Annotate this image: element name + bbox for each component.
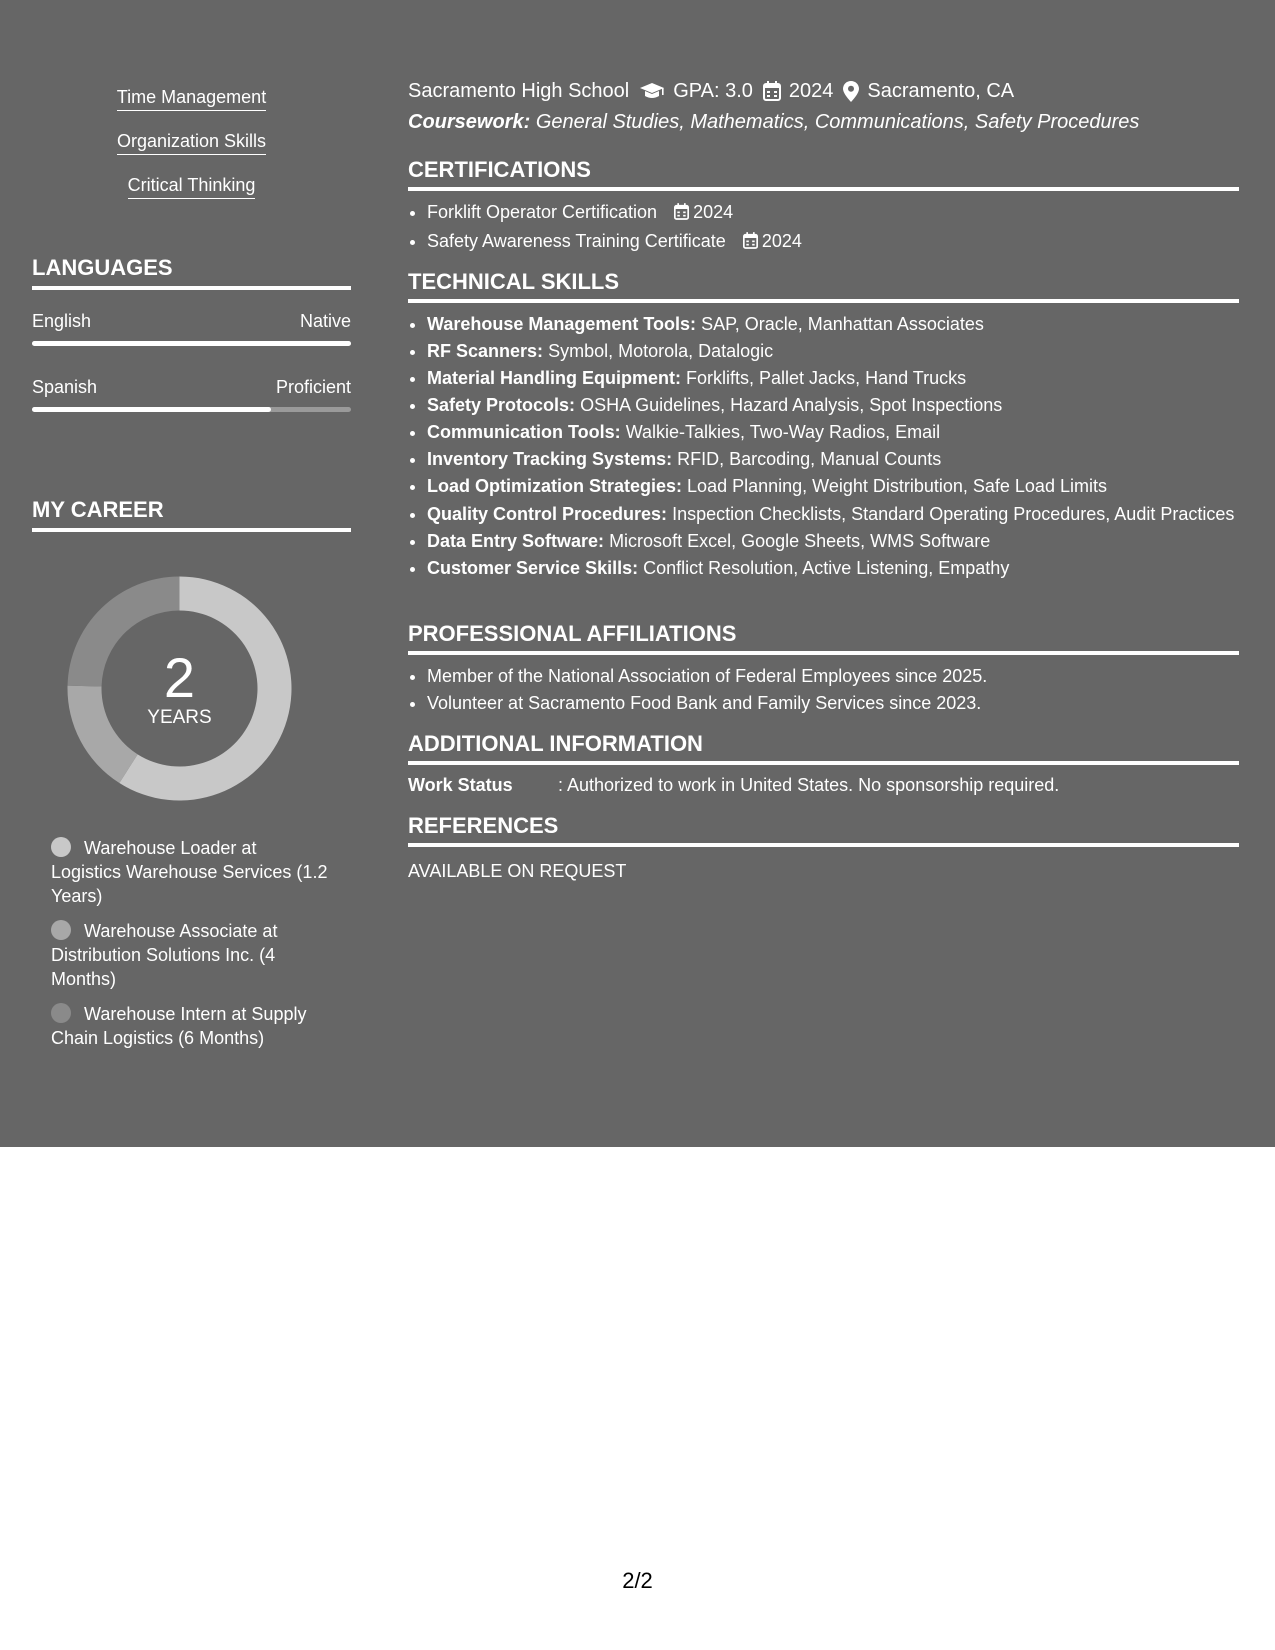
education-location: Sacramento, CA — [867, 80, 1015, 102]
technical-skill-item — [427, 473, 1239, 500]
career-legend-item — [51, 836, 331, 908]
career-donut-chart — [67, 576, 292, 801]
skill-value: Load Planning, Weight Distribution, Safe Load Limits — [687, 476, 1107, 496]
language-proficiency-bar — [32, 341, 351, 346]
certification-item — [427, 228, 1239, 257]
technical-skill-item — [427, 338, 1239, 365]
calendar-icon — [674, 201, 689, 228]
language-row — [32, 376, 351, 412]
career-legend — [51, 836, 331, 1061]
skill-value: OSHA Guidelines, Hazard Analysis, Spot Inspections — [580, 395, 1003, 415]
work-status-value: : Authorized to work in United States. No sponsorship required. — [558, 775, 1060, 795]
technical-skill-item — [427, 419, 1239, 446]
soft-skill-item: Critical Thinking — [128, 174, 256, 199]
graduation-cap-icon — [639, 82, 665, 100]
certifications-list — [408, 199, 1239, 257]
coursework-label: Coursework: — [408, 111, 531, 133]
technical-skill-item — [427, 502, 1239, 526]
language-proficiency-bar — [32, 407, 351, 412]
skill-label: Customer Service Skills: — [427, 558, 639, 578]
coursework-value: General Studies, Mathematics, Communications, Safety Procedures — [535, 111, 1140, 133]
career-title: MY CAREER — [32, 496, 351, 532]
skill-value: Symbol, Motorola, Datalogic — [548, 341, 774, 361]
language-row — [32, 310, 351, 346]
technical-skill-item — [427, 528, 1239, 555]
certifications-title: CERTIFICATIONS — [408, 156, 1239, 191]
language-name: English — [32, 311, 92, 331]
soft-skill-item: Organization Skills — [117, 130, 266, 155]
affiliations-title: PROFESSIONAL AFFILIATIONS — [408, 620, 1239, 655]
career-legend-label: Warehouse Associate at Distribution Solutions Inc. (4 Months) — [51, 921, 278, 989]
languages-title: LANGUAGES — [32, 254, 351, 290]
school-name: Sacramento High School — [408, 80, 630, 102]
language-proficiency-fill — [32, 341, 351, 346]
certification-year: 2024 — [761, 231, 802, 251]
career-legend-item — [51, 919, 331, 991]
calendar-icon — [763, 81, 781, 101]
certification-name: Forklift Operator Certification — [427, 202, 658, 222]
page-number: 2/2 — [622, 1568, 653, 1593]
soft-skills-list — [32, 86, 351, 218]
skill-label: Inventory Tracking Systems: — [427, 449, 673, 469]
legend-dot-icon — [51, 920, 71, 940]
skill-value: Walkie-Talkies, Two-Way Radios, Email — [625, 422, 941, 442]
skill-label: Safety Protocols: — [427, 395, 576, 415]
certification-item — [427, 199, 1239, 228]
education-entry — [408, 78, 1239, 135]
certifications-section — [408, 156, 1239, 257]
career-total-value: 2 — [163, 645, 196, 709]
career-legend-item — [51, 1002, 331, 1050]
career-total-unit: YEARS — [147, 706, 212, 728]
skill-label: Quality Control Procedures: — [427, 504, 668, 524]
affiliations-list — [408, 663, 1239, 717]
affiliation-item: • Volunteer at Sacramento Food Bank and Family Services since 2023. — [427, 690, 1239, 717]
technical-skill-item — [427, 365, 1239, 392]
technical-skill-item — [427, 311, 1239, 338]
work-status-row — [408, 773, 1239, 797]
legend-dot-icon — [51, 1003, 71, 1023]
affiliations-section — [408, 620, 1239, 717]
career-legend-label: Warehouse Intern at Supply Chain Logistics (6 Months) — [51, 1004, 307, 1048]
coursework-line — [408, 109, 1239, 135]
legend-dot-icon — [51, 837, 71, 857]
languages-section — [32, 254, 351, 412]
calendar-icon — [743, 230, 758, 257]
skill-label: Load Optimization Strategies: — [427, 476, 683, 496]
additional-info-title: ADDITIONAL INFORMATION — [408, 730, 1239, 765]
technical-skill-item — [427, 446, 1239, 473]
skill-value: RFID, Barcoding, Manual Counts — [677, 449, 942, 469]
references-title: REFERENCES — [408, 812, 1239, 847]
skill-label: Warehouse Management Tools: — [427, 314, 697, 334]
education-year: 2024 — [788, 80, 834, 102]
skill-value: Conflict Resolution, Active Listening, Empathy — [643, 558, 1010, 578]
skill-value: Forklifts, Pallet Jacks, Hand Trucks — [686, 368, 967, 388]
career-legend-label: Warehouse Loader at Logistics Warehouse Services (1.2 Years) — [51, 838, 328, 906]
language-proficiency-fill — [32, 407, 271, 412]
certification-year: 2024 — [693, 202, 734, 222]
technical-skill-item — [427, 555, 1239, 582]
skill-value: Inspection Checklists, Standard Operating Procedures, Audit Practices — [672, 504, 1235, 524]
work-status-label: Work Status — [408, 775, 513, 795]
map-pin-icon — [843, 81, 859, 102]
career-total — [67, 576, 292, 801]
career-section — [32, 496, 351, 1048]
technical-skills-title: TECHNICAL SKILLS — [408, 268, 1239, 303]
affiliation-item: • Member of the National Association of Federal Employees since 2025. — [427, 663, 1239, 690]
technical-skills-list — [408, 311, 1239, 582]
technical-skill-item — [427, 392, 1239, 419]
skill-label: Communication Tools: — [427, 422, 621, 442]
references-section — [408, 812, 1239, 883]
references-text: AVAILABLE ON REQUEST — [408, 861, 627, 881]
technical-skills-section — [408, 268, 1239, 582]
soft-skill-item: Time Management — [117, 86, 266, 111]
education-gpa: GPA: 3.0 — [673, 80, 753, 102]
skill-value: SAP, Oracle, Manhattan Associates — [701, 314, 984, 334]
language-level: Native — [299, 311, 351, 331]
skill-label: Data Entry Software: — [427, 531, 605, 551]
certification-name: Safety Awareness Training Certificate — [427, 231, 726, 251]
skill-value: Microsoft Excel, Google Sheets, WMS Software — [609, 531, 991, 551]
skill-label: RF Scanners: — [427, 341, 544, 361]
language-name: Spanish — [32, 377, 98, 397]
language-level: Proficient — [275, 377, 351, 397]
additional-info-section — [408, 730, 1239, 797]
skill-label: Material Handling Equipment: — [427, 368, 682, 388]
